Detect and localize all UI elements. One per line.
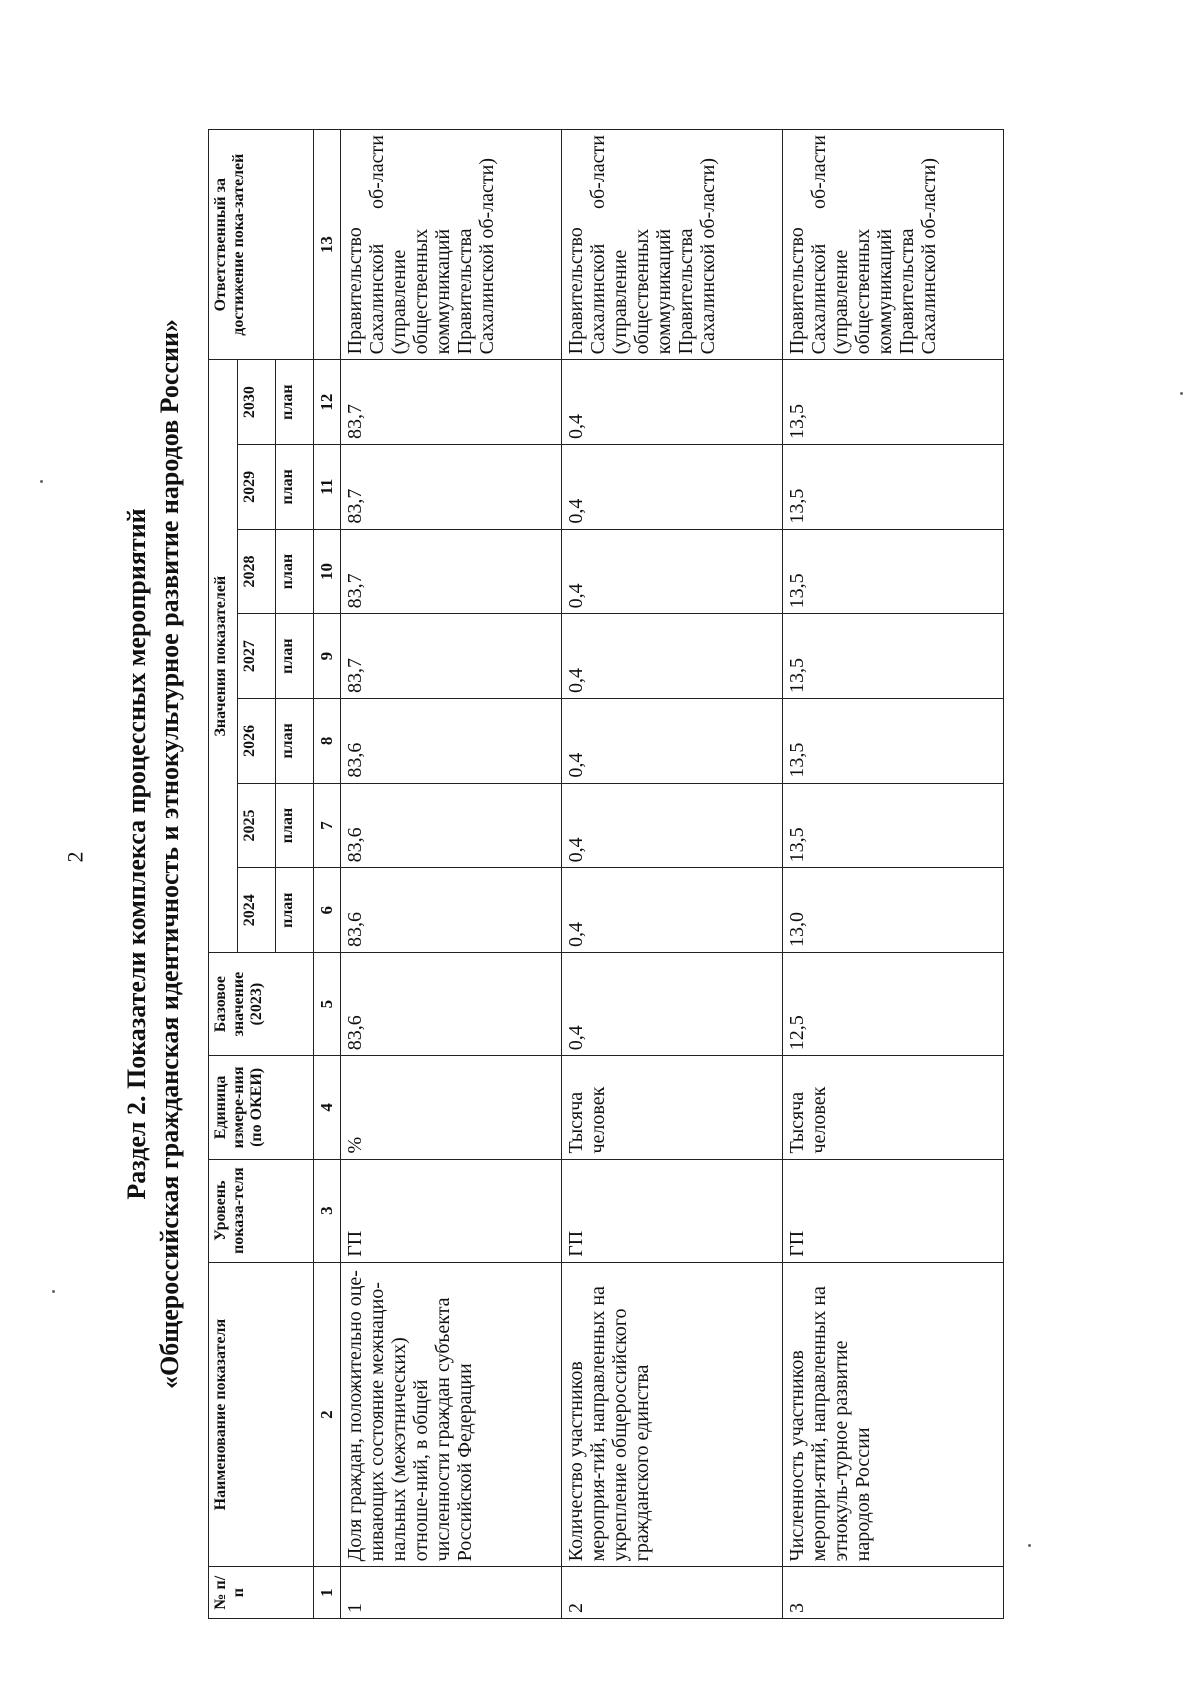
row-value-2025: 0,4: [562, 783, 783, 868]
header-year: 2030: [238, 360, 276, 445]
row-unit: %: [341, 1056, 562, 1159]
scan-speck: [1028, 1544, 1031, 1547]
row-value-2029: 83,7: [341, 444, 562, 529]
column-number: 9: [314, 614, 341, 699]
row-value-2028: 83,7: [341, 529, 562, 614]
header-plan: план: [276, 614, 314, 699]
column-number: 6: [314, 868, 341, 953]
header-year: 2029: [238, 444, 276, 529]
row-value-2030: 83,7: [341, 360, 562, 445]
table-row: [783, 130, 1004, 1619]
column-number: 12: [314, 360, 341, 445]
column-number: 8: [314, 699, 341, 784]
row-value-2027: 0,4: [562, 614, 783, 699]
row-value-2026: 0,4: [562, 699, 783, 784]
row-base-value: 12,5: [783, 953, 1004, 1056]
scan-speck: [52, 1290, 55, 1293]
row-value-2027: 83,7: [341, 614, 562, 699]
row-responsible: Правительство Сахалинской об-ласти (управление общественных коммуникаций Правительства Сахалинской об-ласти): [783, 130, 1004, 360]
row-value-2026: 83,6: [341, 699, 562, 784]
header-plan: план: [276, 444, 314, 529]
header-plan: план: [276, 360, 314, 445]
header-plan: план: [276, 529, 314, 614]
header-year: 2028: [238, 529, 276, 614]
row-value-2030: 13,5: [783, 360, 1004, 445]
row-num: 2: [562, 1567, 783, 1619]
row-value-2024: 83,6: [341, 868, 562, 953]
header-year: 2027: [238, 614, 276, 699]
row-value-2027: 13,5: [783, 614, 1004, 699]
row-value-2024: 0,4: [562, 868, 783, 953]
row-value-2026: 13,5: [783, 699, 1004, 784]
header-values-group: Значения показателей: [209, 360, 238, 953]
row-base-value: 83,6: [341, 953, 562, 1056]
column-number: 11: [314, 444, 341, 529]
row-value-2024: 13,0: [783, 868, 1004, 953]
column-number: 10: [314, 529, 341, 614]
row-num: 1: [341, 1567, 562, 1619]
row-indicator-name: Доля граждан, положительно оце-нивающих состояние межнацио-нальных (межэтнических) отноше-ний, в общей численности граждан субъекта Российской Федерации: [341, 1262, 562, 1567]
header-year: 2024: [238, 868, 276, 953]
row-value-2029: 13,5: [783, 444, 1004, 529]
page-number: 2: [62, 851, 88, 863]
column-number: 3: [314, 1159, 341, 1262]
row-value-2025: 83,6: [341, 783, 562, 868]
section-title-line-1: Раздел 2. Показатели комплекса процессных мероприятий: [122, 508, 151, 1200]
rotated-page-content: [120, 74, 1080, 1634]
header-plan: план: [276, 699, 314, 784]
header-year: 2026: [238, 699, 276, 784]
row-unit: Тысяча человек: [562, 1056, 783, 1159]
scan-speck: [1180, 392, 1183, 395]
header-num: № п/п: [209, 1567, 314, 1619]
header-base: Базовое значение (2023): [209, 953, 314, 1056]
column-number: 5: [314, 953, 341, 1056]
row-indicator-name: Количество участников мероприя-тий, направленных на укрепление общероссийского гражданского единства: [562, 1262, 783, 1567]
header-plan: план: [276, 868, 314, 953]
section-heading: [120, 74, 198, 1634]
header-plan: план: [276, 783, 314, 868]
column-number-row: [314, 130, 341, 1619]
table-row: [341, 130, 562, 1619]
header-responsible: Ответственный за достижение пока-зателей: [209, 130, 314, 360]
header-name: Наименование показателя: [209, 1262, 314, 1567]
column-number: 13: [314, 130, 341, 360]
row-responsible: Правительство Сахалинской об-ласти (управление общественных коммуникаций Правительства Сахалинской об-ласти): [562, 130, 783, 360]
row-unit: Тысяча человек: [783, 1056, 1004, 1159]
column-number: 1: [314, 1567, 341, 1619]
row-value-2025: 13,5: [783, 783, 1004, 868]
row-value-2028: 13,5: [783, 529, 1004, 614]
row-level: ГП: [562, 1159, 783, 1262]
column-number: 7: [314, 783, 341, 868]
header-level: Уровень показа-теля: [209, 1159, 314, 1262]
scan-speck: [40, 480, 43, 483]
row-level: ГП: [341, 1159, 562, 1262]
row-value-2029: 0,4: [562, 444, 783, 529]
column-number: 2: [314, 1262, 341, 1567]
row-base-value: 0,4: [562, 953, 783, 1056]
row-value-2028: 0,4: [562, 529, 783, 614]
indicators-table: [208, 129, 1004, 1619]
row-num: 3: [783, 1567, 1004, 1619]
header-unit: Единица измере-ния (по ОКЕИ): [209, 1056, 314, 1159]
row-level: ГП: [783, 1159, 1004, 1262]
row-indicator-name: Численность участников меропри-ятий, направленных на этнокуль-турное развитие народов России: [783, 1262, 1004, 1567]
row-value-2030: 0,4: [562, 360, 783, 445]
header-year: 2025: [238, 783, 276, 868]
section-title-line-2: «Общероссийская гражданская идентичность и этнокультурное развитие народов России»: [155, 319, 184, 1389]
column-number: 4: [314, 1056, 341, 1159]
row-responsible: Правительство Сахалинской об-ласти (управление общественных коммуникаций Правительства Сахалинской об-ласти): [341, 130, 562, 360]
table-row: [562, 130, 783, 1619]
